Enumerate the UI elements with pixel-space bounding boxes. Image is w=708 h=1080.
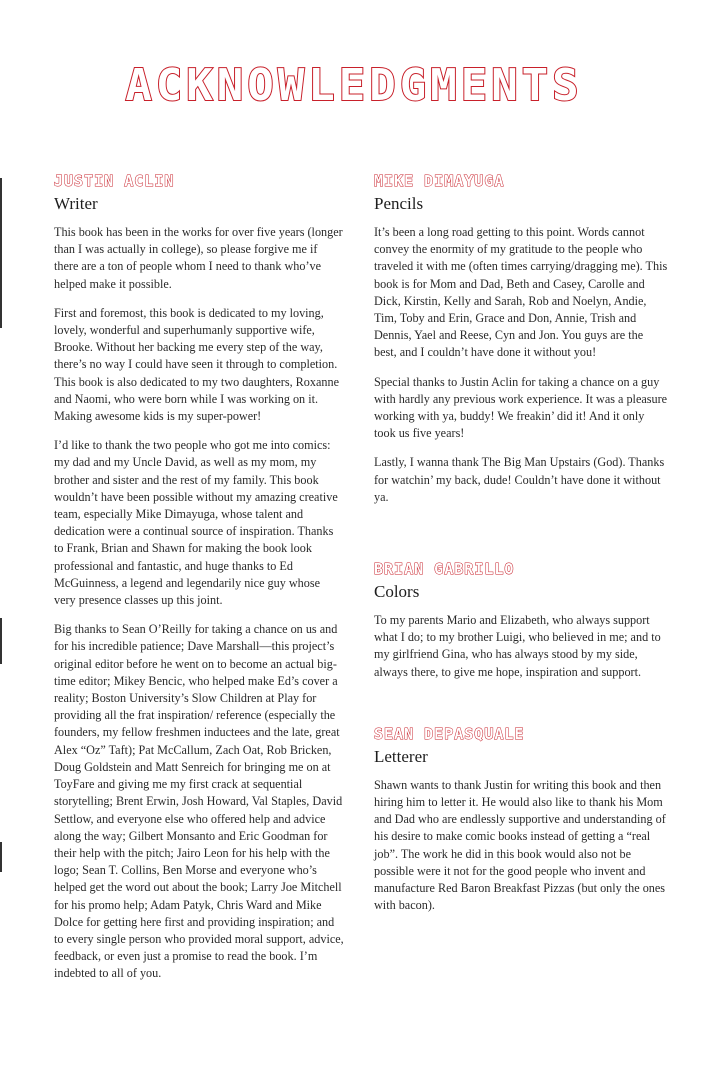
paragraph: Big thanks to Sean O’Reilly for taking a chance on us and for his incredible patience; Dave Marshall—this project’s original editor before he went on to become an actual big-time editor; Mikey Bencic, who helped make Ed’s cover a reality; Boston University’s Slow Children at Play for providing all the frat inspiration/ reference (especially the founders, my fellow freshmen inductees and the late, great Alex “Oz” Taft); Pat McCallum, Zach Oat, Rob Bricken, Doug Goldstein and Matt Senreich for bringing me on at ToyFare and giving me my first crack at sequential storytelling; Brent Erwin, Josh Howard, Val Staples, David Settlow, and everyone else who offered help and advice along the way; Gilbert Monsanto and Eric Goodman for their help with the pitch; Jairo Leon for his help with the logo; Sean T. Collins, Ben Morse and everyone who’s helped get the word out about the book; Larry Joe Mitchell for his promo help; Adam Patyk, Chris Ward and Mike Dolce for getting here first and providing inspiration; and to every single person who provided moral support, advice, feedback, or even just a promise to read the book. I’m indebted to all of you. — [54, 622, 344, 981]
left-column — [54, 172, 344, 1011]
paragraph: I’d like to thank the two people who got me into comics: my dad and my Uncle David, as well as my mom, my brother and sister and the rest of my family. This book wouldn’t have been possible without my amazing creative team, especially Mike Dimayuga, whose talent and dedication were a continual source of inspiration. Thanks to Frank, Brian and Shawn for making the book look professional and fantastic, and huge thanks to Ed McGuinness, a legend and legendarily nice guy whose very presence classes up this joint. — [54, 438, 338, 608]
paragraph: Lastly, I wanna thank The Big Man Upstairs (God). Thanks for watchin’ my back, dude! Couldn’t have done it without ya. — [374, 455, 665, 504]
contributor-name: SEAN DEPASQUALE — [374, 724, 525, 743]
contributor-name: MIKE DIMAYUGA — [374, 172, 505, 190]
section-mike-dimayuga — [374, 172, 668, 506]
right-column — [374, 172, 668, 942]
paragraph: To my parents Mario and Elizabeth, who always support what I do; to my brother Luigi, who believed in me; and to my girlfriend Gina, who has always stood by my side, always there, to give me hope, inspiration and support. — [374, 613, 661, 679]
section-sean-depasquale — [374, 725, 668, 915]
page-title: ACKNOWLEDGMENTS — [125, 60, 583, 111]
contributor-name: BRIAN GABRILLO — [374, 560, 515, 579]
edge-mark-bottom — [0, 842, 2, 872]
edge-mark-top — [0, 178, 2, 328]
contributor-role: Writer — [54, 194, 98, 213]
paragraph: It’s been a long road getting to this point. Words cannot convey the enormity of my gratitude to the people who traveled it with me (often times carrying/dragging me). This book is for Mom and Dad, Beth and Casey, Carolle and Dick, Kirstin, Kelly and Sarah, Rob and Noelyn, Andie, Tim, Toby and Erin, Grace and Don, Annie, Trish and Dennis, Yael and Reese, Cyn and Jon. You guys are the best, and I couldn’t have done it without you! — [374, 225, 668, 360]
paragraph: First and foremost, this book is dedicated to my loving, lovely, wonderful and superhumanly supportive wife, Brooke. Without her backing me every step of the way, there’s no way I could have seen it through to completion. This book is also dedicated to my two daughters, Roxanne and Naomi, who were born while I was working on it. Making awesome kids is my super-power! — [54, 305, 340, 424]
contributor-name: JUSTIN ACLIN — [54, 172, 175, 190]
paragraph: Special thanks to Justin Aclin for taking a chance on a guy with hardly any previous work experience. It was a pleasure working with ya, buddy! We freakin’ did it! And it only took us five years! — [374, 374, 668, 441]
paragraph: This book has been in the works for over five years (longer than I was actually in college), so please forgive me if there are a ton of people whom I need to thank who’ve helped make it possible. — [54, 225, 343, 291]
section-justin-aclin — [54, 172, 344, 983]
contributor-role: Pencils — [374, 194, 424, 213]
section-brian-gabrillo — [374, 560, 668, 681]
paragraph: Shawn wants to thank Justin for writing this book and then hiring him to letter it. He would also like to thank his Mom and Dad who are endlessly supportive and understanding of his desire to make comic books instead of getting a “real job”. The work he did in this book would also not be possible were it not for the good people who invent and manufacture Red Baron Breakfast Pizzas (but only the ones with bacon). — [374, 777, 666, 913]
contributor-role: Letterer — [374, 746, 428, 766]
edge-mark-middle — [0, 618, 2, 664]
contributor-role: Colors — [374, 582, 420, 602]
